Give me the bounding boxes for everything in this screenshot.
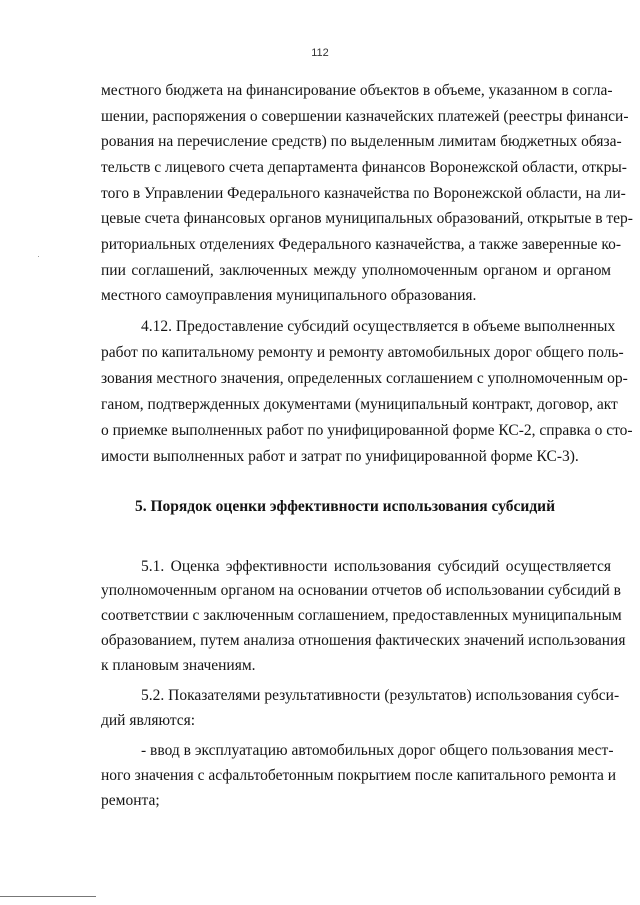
scan-artifact bbox=[38, 256, 39, 257]
paragraph-line: дий являются: bbox=[101, 712, 196, 729]
paragraph-line-indented: 5.1. Оценка эффективности использования субсидий осуществляется bbox=[141, 558, 611, 575]
bottom-rule bbox=[0, 896, 96, 897]
paragraph-line: зования местного значения, определенных соглашением с уполномоченным ор- bbox=[101, 370, 628, 387]
paragraph-line: к плановым значениям. bbox=[101, 657, 256, 674]
paragraph-line: ного значения с асфальтобетонным покрытием после капитального ремонта и bbox=[101, 767, 617, 784]
paragraph-line-indented: 5.2. Показателями результативности (результатов) использования субси- bbox=[141, 687, 620, 704]
section-heading: 5. Порядок оценки эффективности использования субсидий bbox=[134, 498, 556, 515]
paragraph-line: пии соглашений, заключенных между уполномоченным органом и органом bbox=[101, 262, 611, 279]
paragraph-line: о приемке выполненных работ по унифицированной форме КС-2, справка о сто- bbox=[101, 422, 633, 439]
paragraph-line: образованием, путем анализа отношения фактических значений использования bbox=[101, 632, 626, 649]
paragraph-line: рования на перечисление средств) по выделенным лимитам бюджетных обяза- bbox=[101, 133, 622, 150]
paragraph-line: цевые счета финансовых органов муниципальных образований, открытые в тер- bbox=[101, 210, 633, 227]
paragraph-line: уполномоченным органом на основании отчетов об использовании субсидий в bbox=[101, 582, 621, 599]
paragraph-line: имости выполненных работ и затрат по унифицированной форме КС-3). bbox=[101, 448, 579, 465]
paragraph-line-indented: 4.12. Предоставление субсидий осуществляется в объеме выполненных bbox=[141, 318, 616, 335]
paragraph-line: ремонта; bbox=[101, 792, 160, 809]
paragraph-line: тельств с лицевого счета департамента финансов Воронежской области, откры- bbox=[101, 159, 627, 176]
paragraph-line: работ по капитальному ремонту и ремонту автомобильных дорог общего поль- bbox=[101, 344, 624, 361]
paragraph-line: риториальных отделениях Федерального казначейства, а также заверенные ко- bbox=[101, 236, 622, 253]
paragraph-line: ганом, подтвержденных документами (муниципальный контракт, договор, акт bbox=[101, 396, 618, 413]
paragraph-line: шении, распоряжения о совершении казначейских платежей (реестры финанси- bbox=[101, 108, 629, 125]
paragraph-line: местного бюджета на финансирование объектов в объеме, указанном в согла- bbox=[101, 82, 613, 99]
paragraph-line: того в Управлении Федерального казначейства по Воронежской области, на ли- bbox=[101, 185, 626, 202]
paragraph-line: соответствии с заключенным соглашением, предоставленных муниципальным bbox=[101, 607, 622, 624]
list-item-line: - ввод в эксплуатацию автомобильных дорог общего пользования мест- bbox=[141, 742, 614, 759]
page-number: 112 bbox=[311, 47, 329, 59]
paragraph-line: местного самоуправления муниципального образования. bbox=[101, 287, 477, 304]
